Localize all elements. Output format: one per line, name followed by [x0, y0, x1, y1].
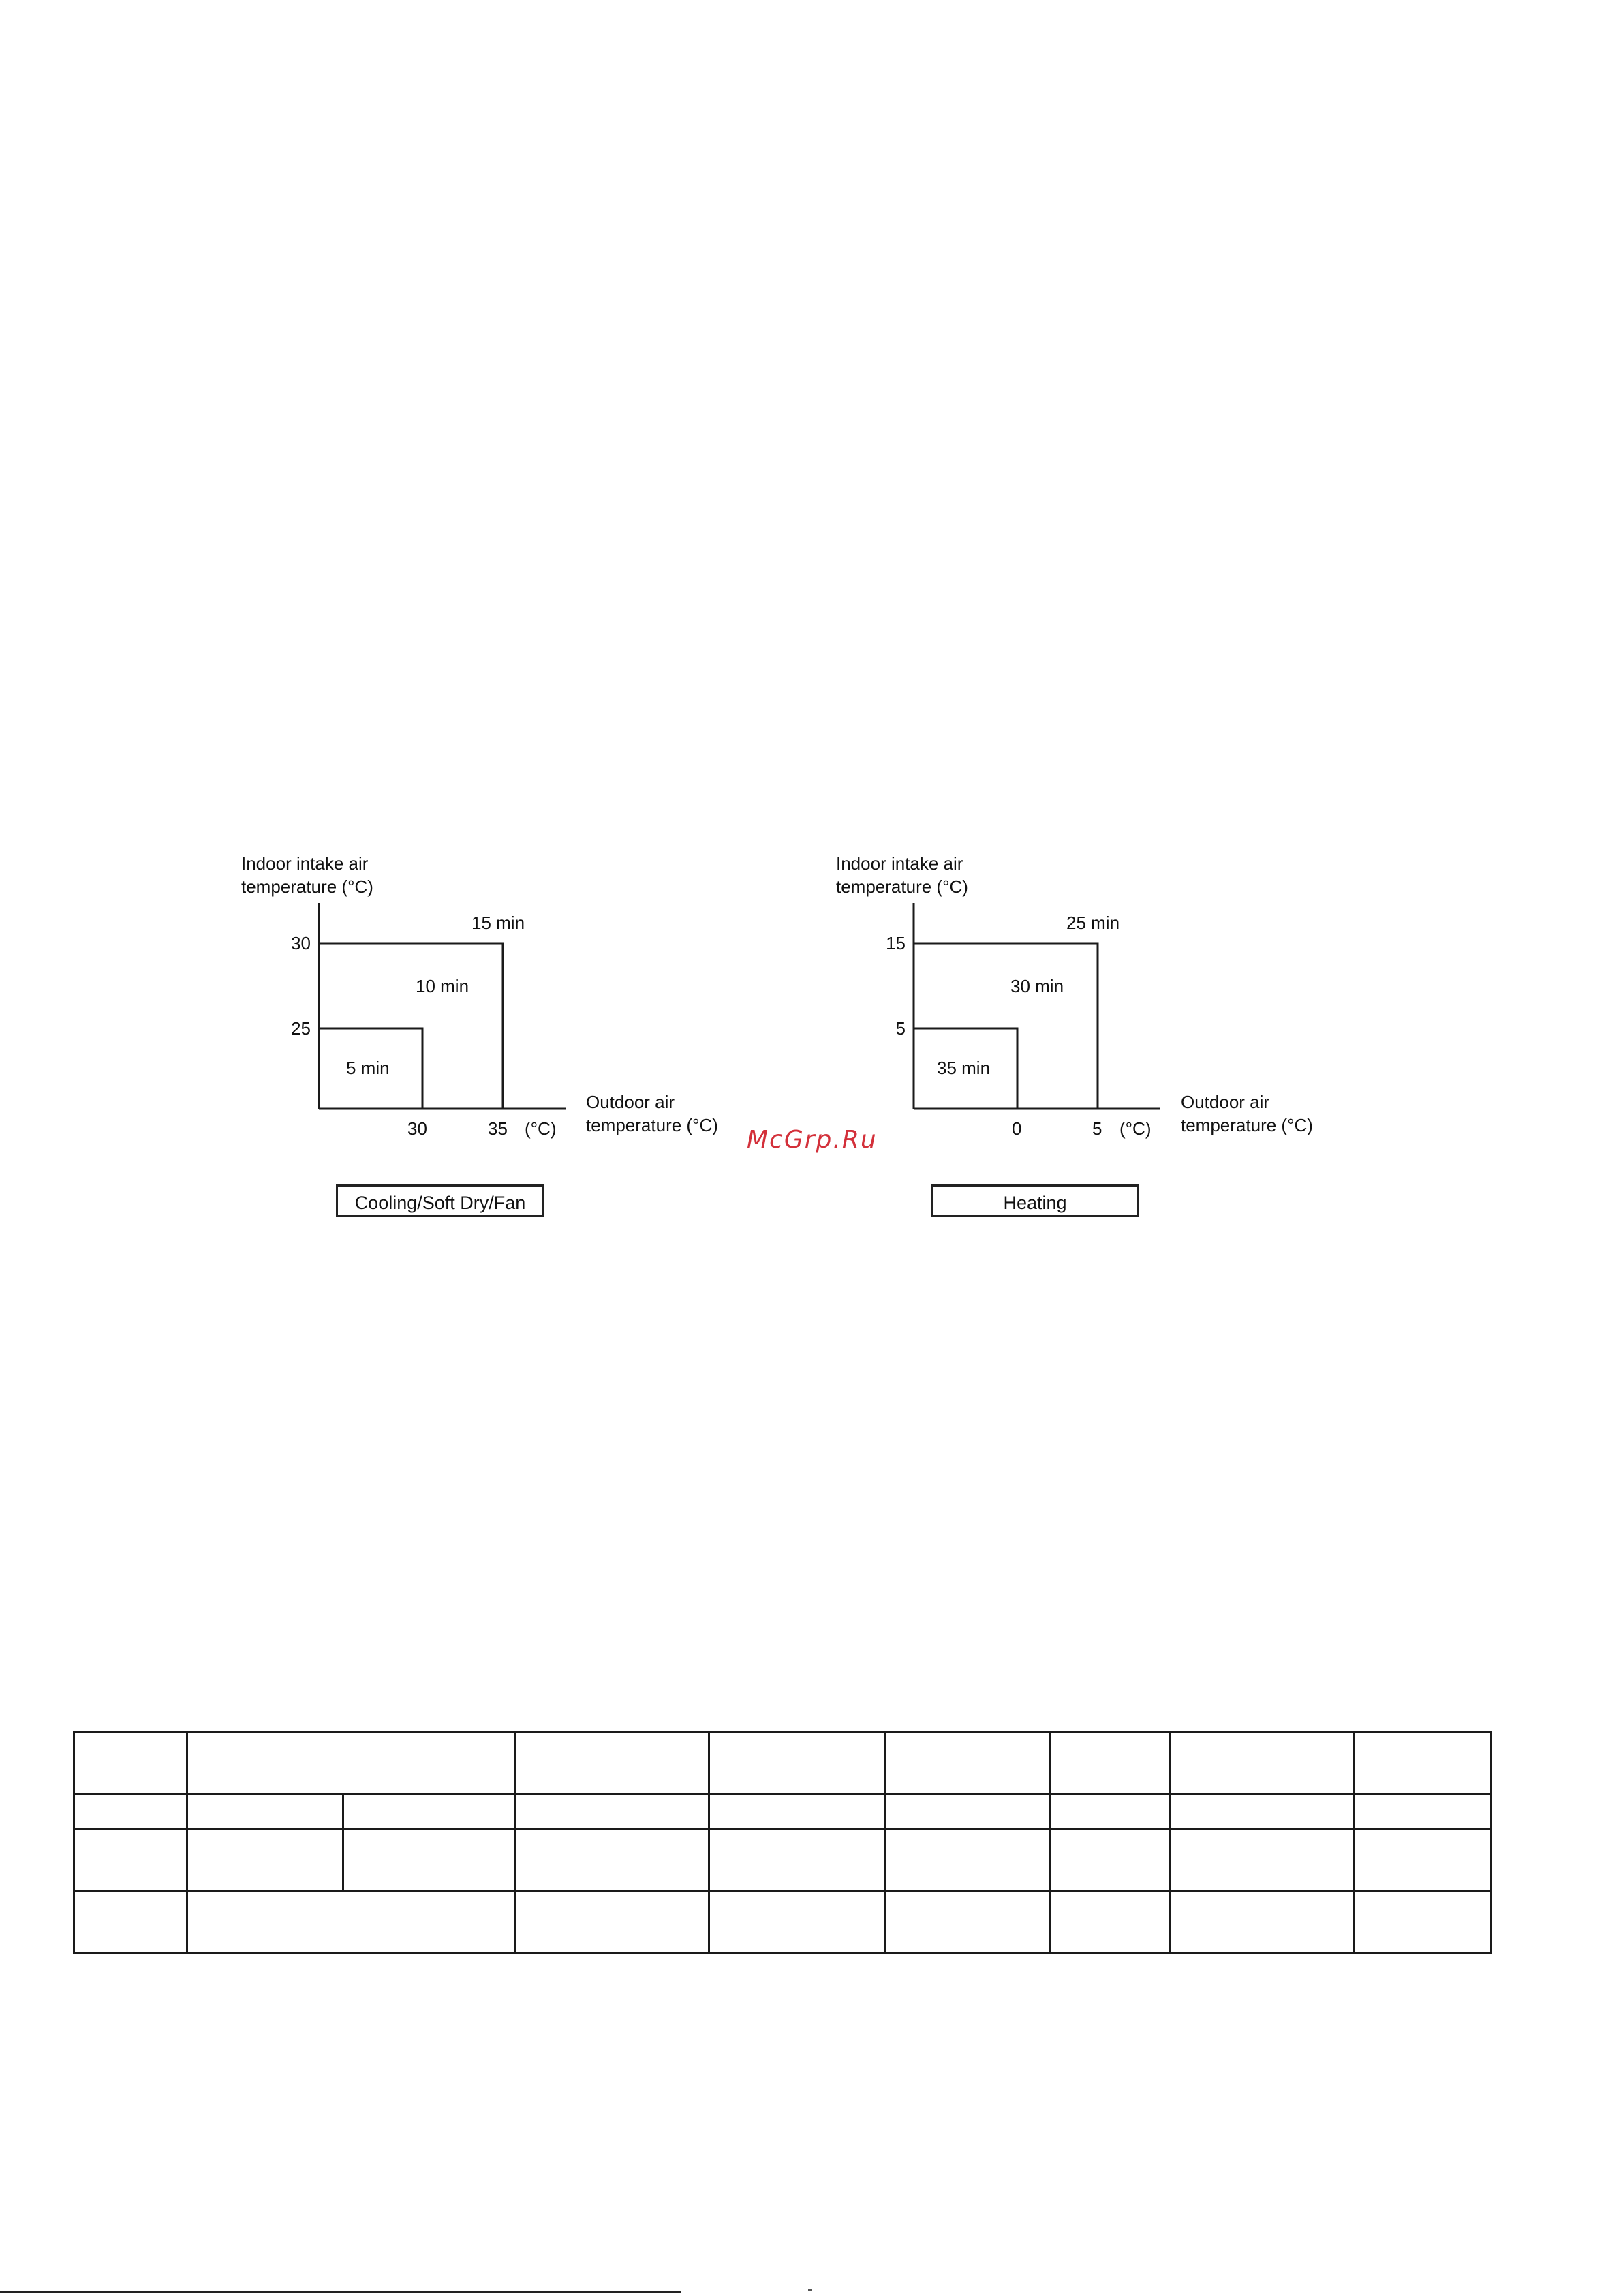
zone-label-middle: 10 min: [416, 976, 469, 996]
x-axis-label-line-2: temperature (°C): [1181, 1115, 1313, 1135]
table-cell: [74, 1891, 187, 1953]
table-cell: [516, 1794, 709, 1829]
x-axis-label-line-2: temperature (°C): [586, 1115, 718, 1135]
table-cell: [187, 1794, 343, 1829]
table-cell: [1051, 1732, 1170, 1794]
table-cell: [516, 1891, 709, 1953]
table-cell: [709, 1794, 884, 1829]
y-axis-label-line-2: temperature (°C): [836, 876, 968, 897]
x-axis-label: [586, 1090, 718, 1137]
y-axis-label-line-1: Indoor intake air: [836, 853, 963, 874]
table-row: [74, 1732, 1491, 1794]
x-tick-outer: 35: [488, 1118, 508, 1139]
footer-mark: [808, 2289, 812, 2291]
table-cell: [884, 1794, 1051, 1829]
table-cell: [1354, 1891, 1491, 1953]
outer-zone-boundary: [319, 943, 503, 1109]
heating-diagram: [820, 838, 1378, 1247]
zone-label-middle: 30 min: [1010, 976, 1064, 996]
zone-label-outer: 15 min: [472, 913, 525, 933]
x-unit-label: (°C): [1119, 1118, 1151, 1139]
x-axis-label-line-1: Outdoor air: [586, 1092, 675, 1112]
table-cell: [1051, 1794, 1170, 1829]
table-cell: [1170, 1732, 1354, 1794]
outer-zone-boundary: [914, 943, 1098, 1109]
table-cell: [187, 1829, 343, 1891]
y-axis-label-line-1: Indoor intake air: [241, 853, 369, 874]
y-axis-label: [836, 852, 968, 898]
table-cell: [187, 1891, 516, 1953]
y-tick-upper: 15: [886, 933, 906, 953]
table-cell: [884, 1891, 1051, 1953]
y-tick-lower: 25: [291, 1018, 311, 1039]
table-cell: [343, 1794, 516, 1829]
table-cell: [343, 1829, 516, 1891]
table-cell: [1354, 1732, 1491, 1794]
table-cell: [884, 1829, 1051, 1891]
table-row: [74, 1891, 1491, 1953]
x-tick-inner: 30: [407, 1118, 427, 1139]
table-cell: [1170, 1829, 1354, 1891]
watermark-text: McGrp.Ru: [747, 1126, 878, 1154]
table-cell: [1170, 1794, 1354, 1829]
x-unit-label: (°C): [525, 1118, 557, 1139]
zone-label-outer: 25 min: [1066, 913, 1120, 933]
x-axis-label-line-1: Outdoor air: [1181, 1092, 1270, 1112]
table-cell: [709, 1829, 884, 1891]
footer-rule: [0, 2291, 681, 2293]
y-tick-upper: 30: [291, 933, 311, 953]
table-cell: [1354, 1829, 1491, 1891]
mode-label-box: Heating: [931, 1184, 1139, 1217]
table-cell: [516, 1732, 709, 1794]
table-cell: [1051, 1891, 1170, 1953]
mode-label-box: Cooling/Soft Dry/Fan: [336, 1184, 544, 1217]
table-cell: [709, 1732, 884, 1794]
y-axis-label-line-2: temperature (°C): [241, 876, 373, 897]
zone-label-inner: 5 min: [346, 1058, 390, 1078]
table-cell: [1051, 1829, 1170, 1891]
y-tick-lower: 5: [895, 1018, 906, 1039]
x-tick-inner: 0: [1012, 1118, 1022, 1139]
table-cell: [74, 1829, 187, 1891]
table-cell: [1170, 1891, 1354, 1953]
table-cell: [516, 1829, 709, 1891]
table-cell: [709, 1891, 884, 1953]
table-cell: [884, 1732, 1051, 1794]
cooling-diagram: [225, 838, 784, 1247]
x-tick-outer: 5: [1092, 1118, 1102, 1139]
x-axis-label: [1181, 1090, 1313, 1137]
table-cell: [187, 1732, 516, 1794]
y-axis-label: [241, 852, 373, 898]
table-row: [74, 1794, 1491, 1829]
table-cell: [1354, 1794, 1491, 1829]
zone-label-inner: 35 min: [937, 1058, 991, 1078]
empty-grid-table: [73, 1731, 1492, 1954]
table-cell: [74, 1732, 187, 1794]
table-row: [74, 1829, 1491, 1891]
table-cell: [74, 1794, 187, 1829]
